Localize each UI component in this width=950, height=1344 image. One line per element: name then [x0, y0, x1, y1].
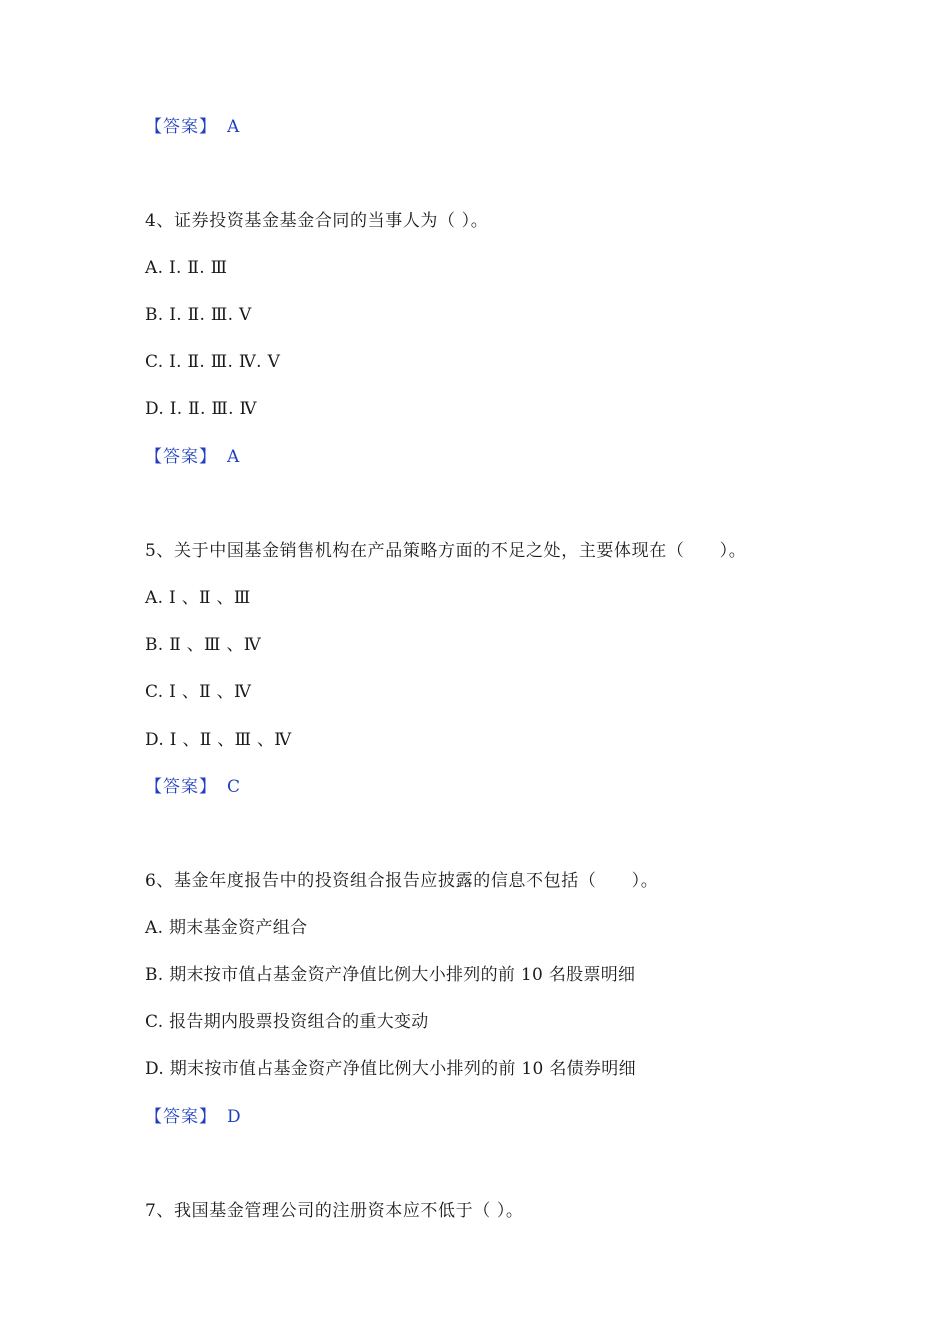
question-6-option-b: B. 期末按市值占基金资产净值比例大小排列的前 10 名股票明细	[145, 965, 636, 985]
question-5-option-a: A. Ⅰ 、Ⅱ 、Ⅲ	[145, 588, 251, 608]
answer-label: 【答案】	[145, 447, 217, 467]
answer-value: D	[227, 1107, 241, 1127]
question-5-option-b: B. Ⅱ 、Ⅲ 、Ⅳ	[145, 635, 262, 655]
answer-value: A	[227, 117, 240, 137]
answer-label: 【答案】	[145, 1107, 217, 1127]
question-4-option-a: A. Ⅰ. Ⅱ. Ⅲ	[145, 258, 228, 278]
answer-line	[145, 116, 239, 138]
question-6-option-d: D. 期末按市值占基金资产净值比例大小排列的前 10 名债券明细	[145, 1059, 636, 1079]
answer-line	[145, 1106, 241, 1128]
question-5: 5、关于中国基金销售机构在产品策略方面的不足之处，主要体现在（ ）。	[145, 541, 747, 561]
question-4: 4、证券投资基金基金合同的当事人为（ ）。	[145, 211, 489, 231]
answer-label: 【答案】	[145, 777, 217, 797]
question-4-option-c: C. Ⅰ. Ⅱ. Ⅲ. Ⅳ. Ⅴ	[145, 352, 281, 372]
answer-line	[145, 446, 239, 468]
answer-value: C	[227, 777, 241, 797]
question-6-option-a: A. 期末基金资产组合	[145, 918, 308, 938]
question-7: 7、我国基金管理公司的注册资本应不低于（ ）。	[145, 1201, 524, 1221]
question-5-option-d: D. Ⅰ 、Ⅱ 、Ⅲ 、Ⅳ	[145, 730, 292, 750]
answer-line	[145, 776, 240, 798]
question-5-option-c: C. Ⅰ 、Ⅱ 、Ⅳ	[145, 682, 252, 702]
answer-value: A	[227, 447, 240, 467]
answer-label: 【答案】	[145, 117, 217, 137]
question-6: 6、基金年度报告中的投资组合报告应披露的信息不包括（ ）。	[145, 871, 659, 891]
question-4-option-b: B. Ⅰ. Ⅱ. Ⅲ. Ⅴ	[145, 305, 252, 325]
question-4-option-d: D. Ⅰ. Ⅱ. Ⅲ. Ⅳ	[145, 399, 257, 419]
question-6-option-c: C. 报告期内股票投资组合的重大变动	[145, 1012, 429, 1032]
